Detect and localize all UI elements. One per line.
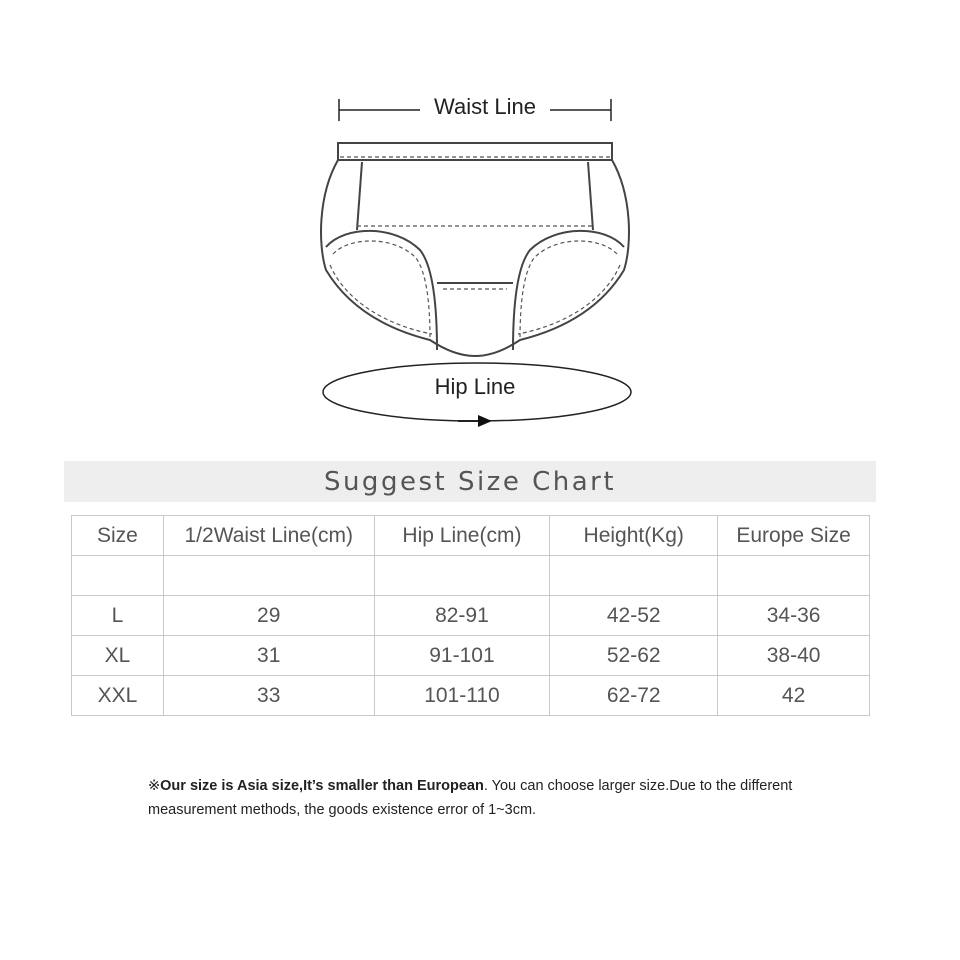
table-cell: [374, 556, 550, 596]
table-cell: 33: [163, 676, 374, 716]
size-chart-title: Suggest Size Chart: [323, 467, 617, 497]
hip-arrow-head: [478, 415, 492, 427]
table-cell: 42-52: [550, 596, 718, 636]
table-cell: 31: [163, 636, 374, 676]
table-cell: 62-72: [550, 676, 718, 716]
table-cell: [718, 556, 870, 596]
table-row: [72, 596, 870, 636]
table-cell: 42: [718, 676, 870, 716]
table-cell: 38-40: [718, 636, 870, 676]
table-cell: 34-36: [718, 596, 870, 636]
table-cell: [550, 556, 718, 596]
header-cell-europe-size: Europe Size: [718, 516, 870, 556]
measurement-diagram: [0, 0, 960, 440]
size-note: [148, 774, 808, 822]
size-chart-table: [71, 515, 870, 716]
table-cell: [72, 556, 164, 596]
size-chart-title-bar: [64, 461, 876, 502]
table-row: [72, 556, 870, 596]
note-symbol: ※: [148, 778, 161, 794]
header-cell-height: Height(Kg): [550, 516, 718, 556]
table-cell: 91-101: [374, 636, 550, 676]
header-cell-hip: Hip Line(cm): [374, 516, 550, 556]
table-cell: XL: [72, 636, 164, 676]
table-cell: [163, 556, 374, 596]
header-cell-waist: 1/2Waist Line(cm): [163, 516, 374, 556]
briefs-stitching: [330, 157, 620, 340]
table-cell: 52-62: [550, 636, 718, 676]
table-row: [72, 676, 870, 716]
header-cell-size: Size: [72, 516, 164, 556]
note-bold-text: Our size is Asia size,It’s smaller than European: [160, 778, 484, 794]
table-cell: 29: [163, 596, 374, 636]
table-cell: XXL: [72, 676, 164, 716]
table-row: [72, 636, 870, 676]
table-header-row: [72, 516, 870, 556]
table-cell: L: [72, 596, 164, 636]
waist-line-label: Waist Line: [434, 94, 536, 119]
note-text: . You can choose larger size.Due to the different measurement methods, the goods existence error of 1~3cm.: [148, 778, 793, 818]
table-cell: 101-110: [374, 676, 550, 716]
hip-line-label: Hip Line: [434, 374, 516, 399]
table-cell: 82-91: [374, 596, 550, 636]
briefs-outline: [321, 143, 629, 356]
